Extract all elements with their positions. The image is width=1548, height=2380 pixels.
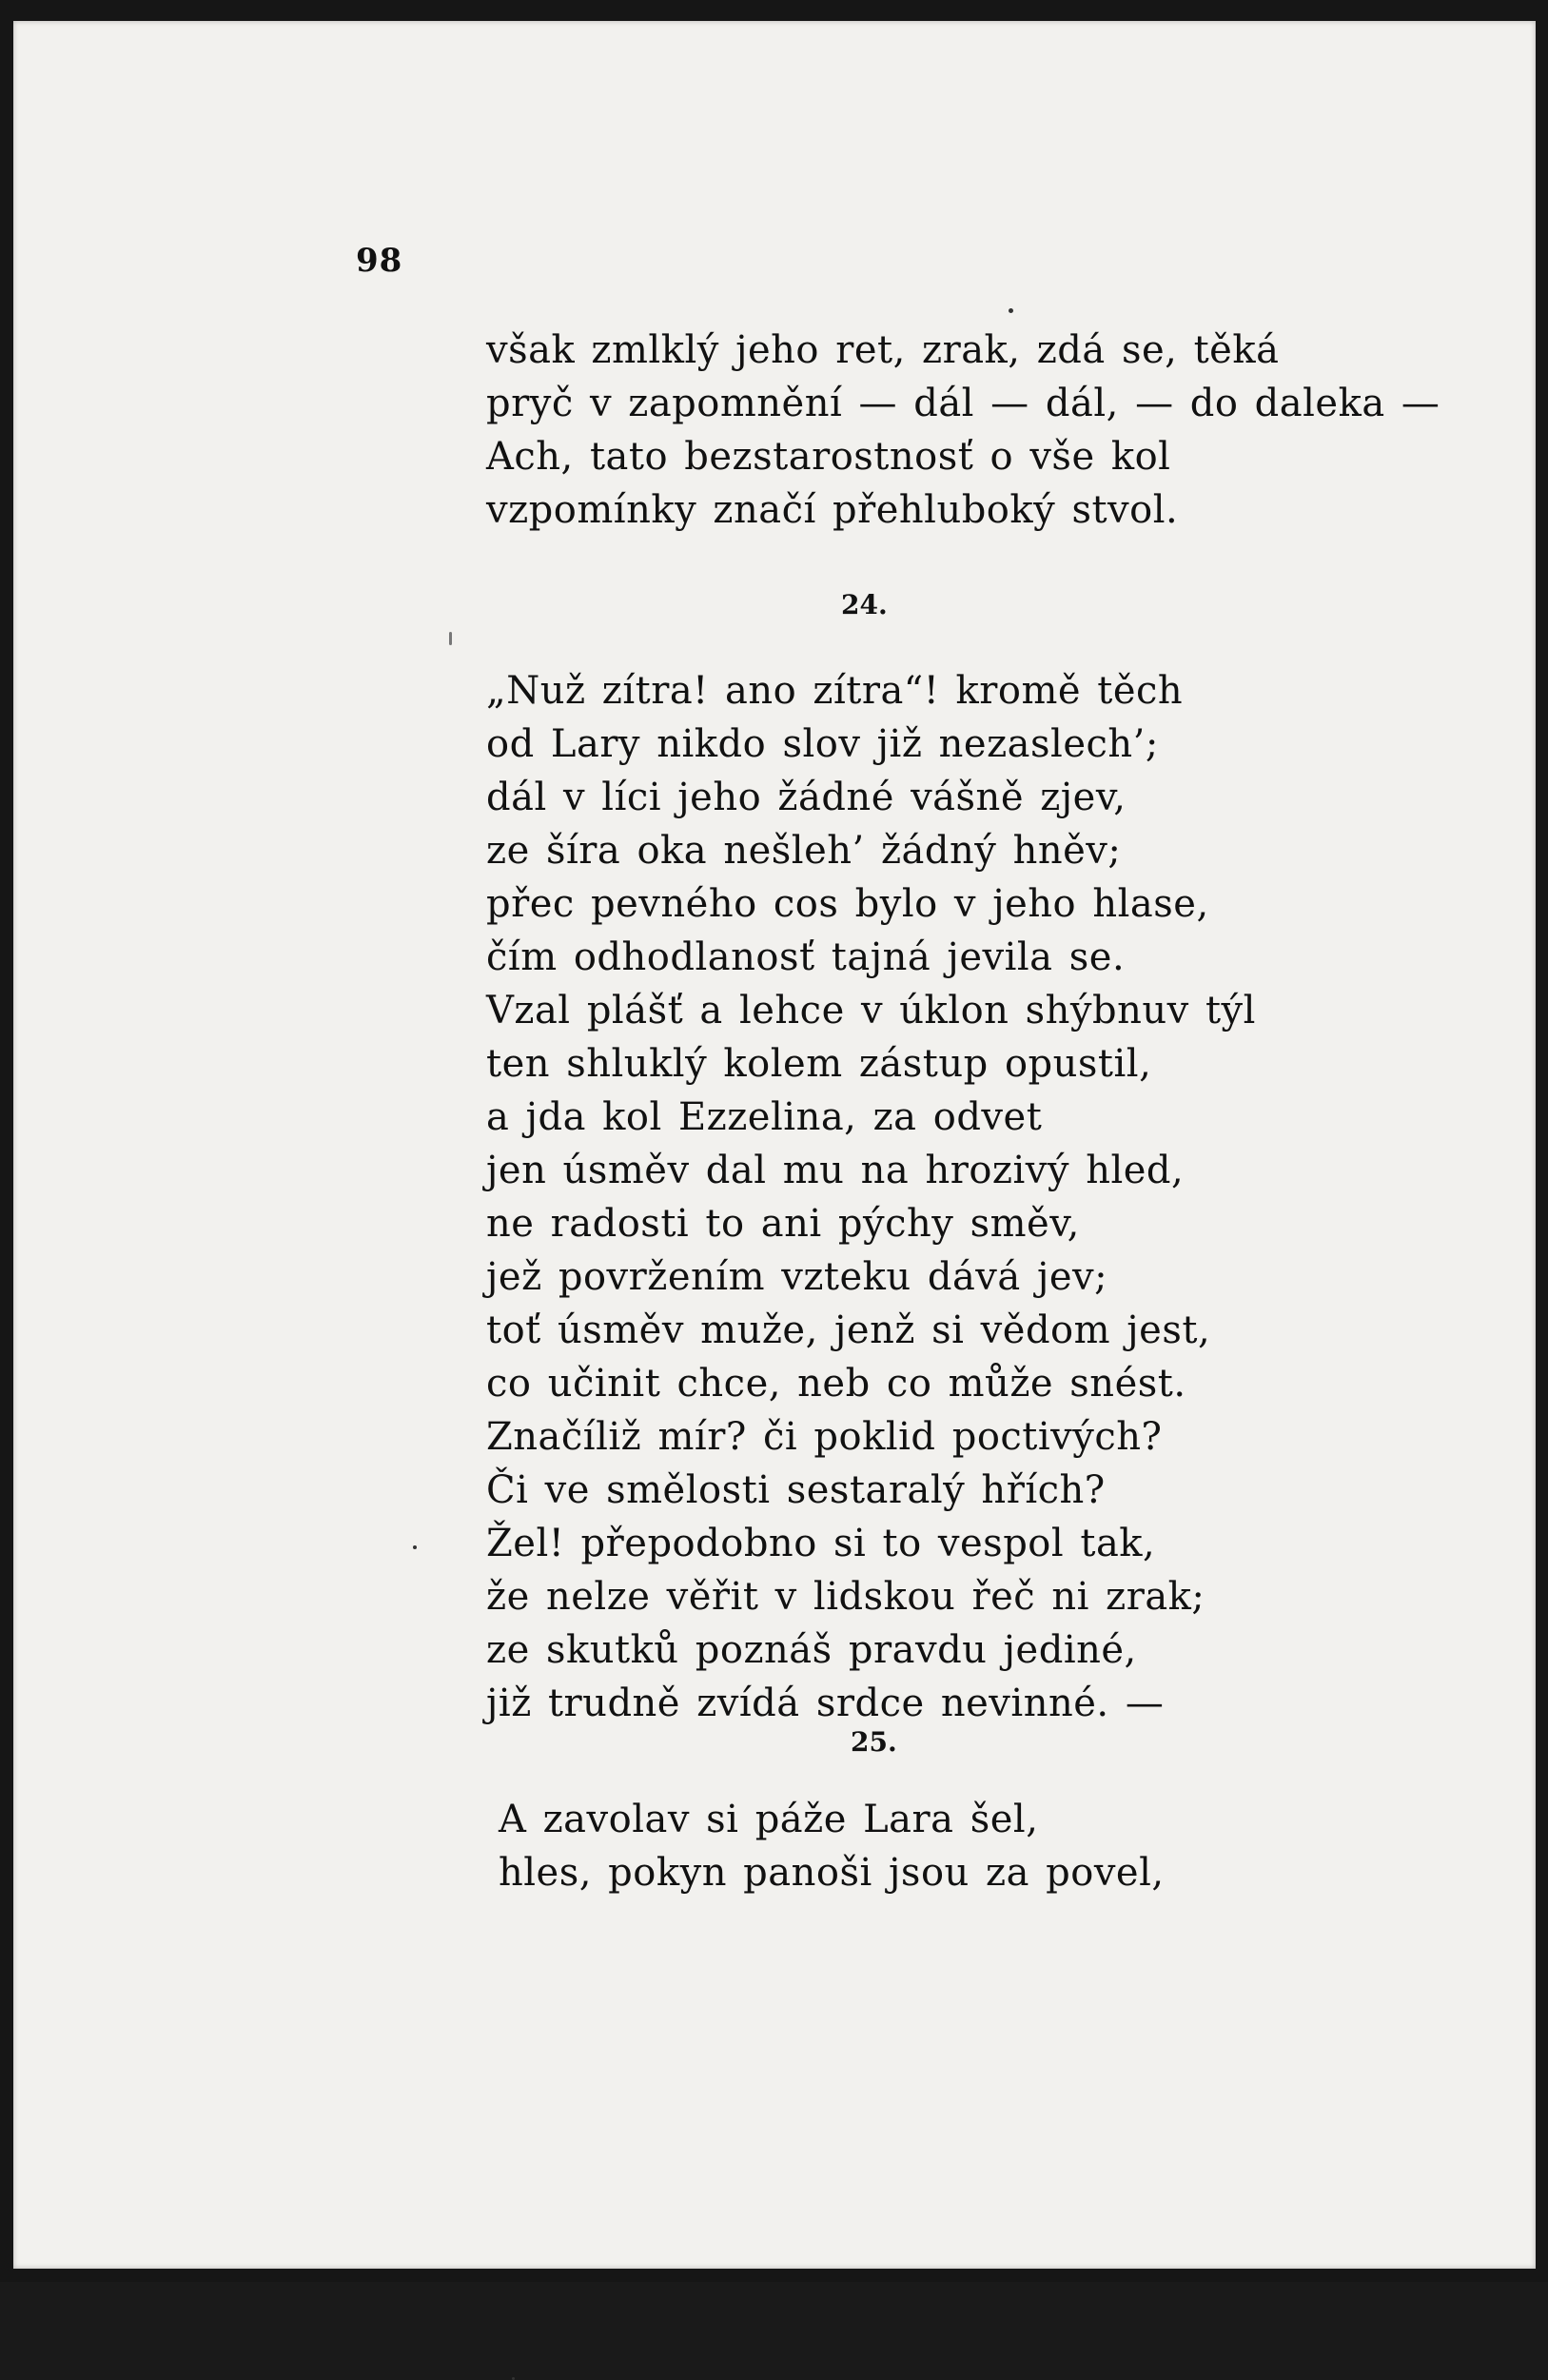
- stanza-24: [486, 664, 1256, 1730]
- poem-line: přec pevného cos bylo v jeho hlase,: [486, 882, 1209, 926]
- poem-line: A zavolav si páže Lara šel,: [499, 1798, 1039, 1841]
- scan-speck: [1009, 308, 1013, 313]
- poem-line: vzpomínky značí přehluboký stvol.: [486, 488, 1179, 532]
- stanza-25: [499, 1793, 1165, 1899]
- poem-line: pryč v zapomnění — dál — dál, — do daleka —: [486, 382, 1440, 425]
- poem-line: Ach, tato bezstarostnosť o vše kol: [486, 435, 1171, 479]
- poem-line: však zmlklý jeho ret, zrak, zdá se, těká: [486, 328, 1280, 372]
- stanza-number-24: 24.: [841, 589, 888, 620]
- poem-line: „Nuž zítra! ano zítra“! kromě těch: [486, 669, 1184, 713]
- poem-line: ze skutků poznáš pravdu jediné,: [486, 1628, 1137, 1672]
- book-page: [13, 21, 1536, 2269]
- scan-speck: [449, 632, 452, 645]
- poem-line: hles, pokyn panoši jsou za povel,: [499, 1851, 1165, 1895]
- poem-line: toť úsměv muže, jenž si vědom jest,: [486, 1308, 1211, 1352]
- opening-lines: [486, 324, 1440, 537]
- poem-line: dál v líci jeho žádné vášně zjev,: [486, 776, 1127, 819]
- poem-line: že nelze věřit v lidskou řeč ni zrak;: [486, 1575, 1205, 1619]
- poem-line: co učinit chce, neb co může snést.: [486, 1362, 1186, 1406]
- poem-line: Vzal plášť a lehce v úklon shýbnuv týl: [486, 989, 1256, 1033]
- poem-line: jen úsměv dal mu na hrozivý hled,: [486, 1149, 1185, 1192]
- poem-line: ten shluklý kolem zástup opustil,: [486, 1042, 1152, 1086]
- poem-line: Značíliž mír? či poklid poctivých?: [486, 1415, 1163, 1459]
- poem-line: Žel! přepodobno si to vespol tak,: [486, 1522, 1156, 1565]
- poem-line: čím odhodlanosť tajná jevila se.: [486, 935, 1126, 979]
- poem-line: Či ve smělosti sestaralý hřích?: [486, 1468, 1106, 1512]
- poem-line: ne radosti to ani pýchy směv,: [486, 1202, 1080, 1246]
- poem-line: a jda kol Ezzelina, za odvet: [486, 1095, 1043, 1139]
- poem-line: již trudně zvídá srdce nevinné. —: [486, 1682, 1165, 1725]
- poem-line: ze šíra oka nešleh’ žádný hněv;: [486, 829, 1122, 873]
- poem-line: od Lary nikdo slov již nezaslech’;: [486, 722, 1159, 766]
- stanza-number-25: 25.: [851, 1726, 897, 1758]
- poem-line: jež povržením vzteku dává jev;: [486, 1255, 1108, 1299]
- scan-speck: [413, 1545, 417, 1549]
- page-number: 98: [356, 242, 403, 280]
